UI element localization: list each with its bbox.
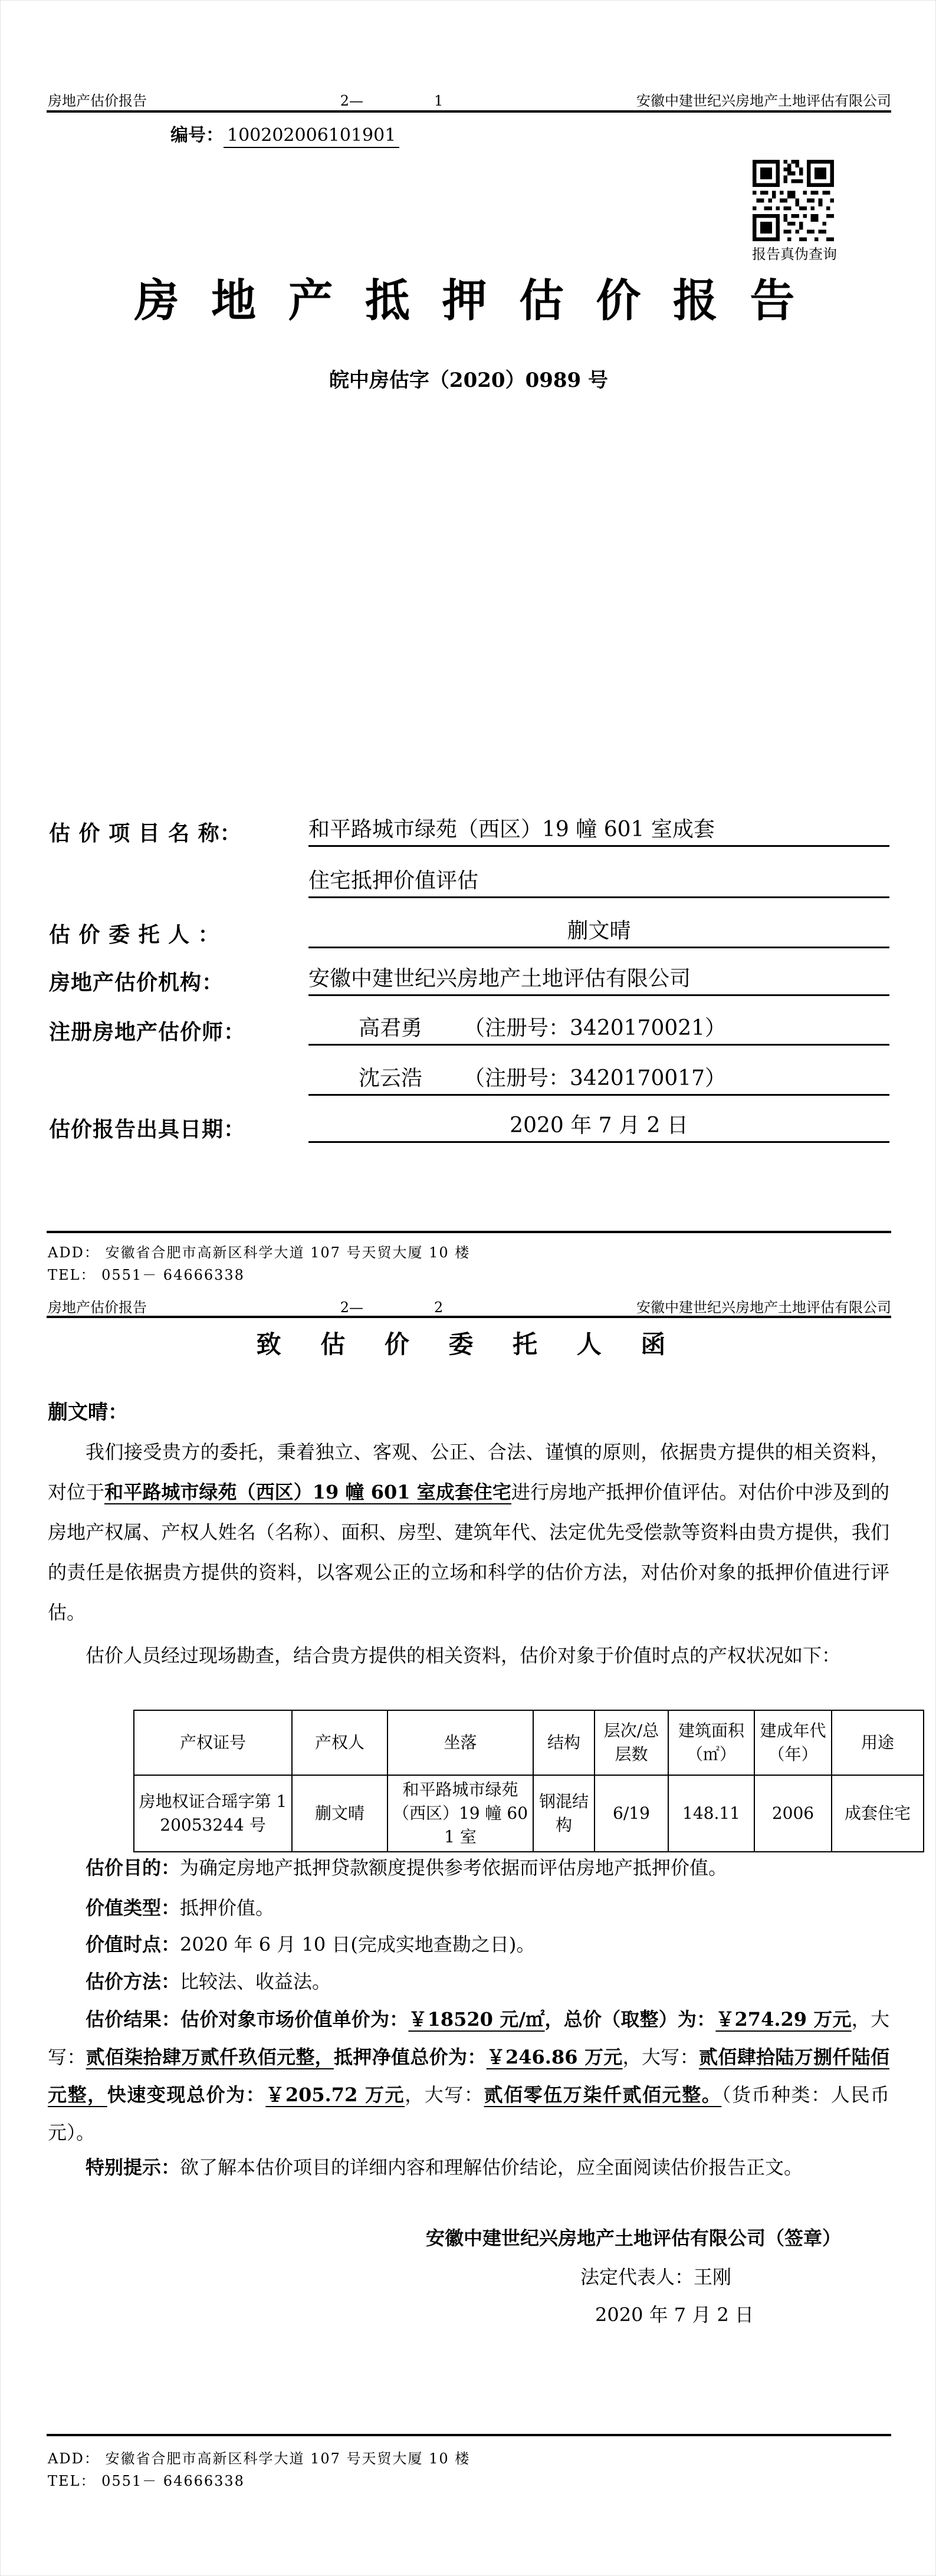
verification-qr-block	[752, 160, 836, 263]
running-header-company: 安徽中建世纪兴房地产土地评估有限公司	[636, 93, 891, 109]
footer-address: ADD： 安徽省合肥市高新区科学大道 107 号天贸大厦 10 楼	[48, 1244, 471, 1261]
appraiser2-name: 沈云浩	[359, 1066, 423, 1090]
footer-telephone: TEL： 0551－ 64666338	[48, 2473, 245, 2489]
table-header-cell: 层次/总层数	[595, 1710, 668, 1775]
field-appraiser-row1	[49, 1013, 889, 1046]
signature-company: 安徽中建世纪兴房地产土地评估有限公司（签章）	[425, 2227, 841, 2249]
signature-legal-representative: 法定代表人：王刚	[580, 2266, 732, 2288]
letter-title: 致 估 价 委 托 人 函	[256, 1330, 681, 1359]
letter-salutation: 蒯文晴：	[48, 1401, 128, 1424]
field-project-value-line2: 住宅抵押价值评估	[308, 864, 889, 898]
special-note-text: 欲了解本估价项目的详细内容和理解估价结论，应全面阅读估价报告正文。	[180, 2156, 803, 2179]
purpose-text: 为确定房地产抵押贷款额度提供参考依据而评估房地产抵押价值。	[180, 1857, 728, 1879]
table-header-cell: 结构	[533, 1710, 595, 1775]
method-text: 比较法、收益法。	[180, 1970, 331, 1993]
para1-property-name: 和平路城市绿苑（西区）19 幢 601 室成套住宅	[104, 1481, 511, 1503]
running-header-title: 房地产估价报告	[48, 93, 147, 109]
table-cell-cert-no: 房地权证合瑶字第 120053244 号	[134, 1775, 292, 1852]
field-appraiser-row2	[49, 1063, 889, 1096]
property-rights-table	[133, 1710, 924, 1852]
field-report-date-value: 2020 年 7 月 2 日	[308, 1109, 889, 1143]
result-run: ，大写：	[405, 2084, 484, 2106]
page-total: 2—	[340, 93, 363, 109]
table-cell-usage: 成套住宅	[832, 1775, 924, 1852]
result-run: 抵押净值总价为：	[334, 2046, 487, 2068]
document-title: 房 地 产 抵 押 估 价 报 告	[134, 274, 803, 327]
value-date-line	[48, 1924, 889, 1964]
running-header-title: 房地产估价报告	[48, 1299, 147, 1316]
footer-rule	[47, 2434, 891, 2436]
page-number: 2	[434, 1299, 444, 1316]
serial-label: 编号：	[170, 125, 224, 146]
table-cell-owner: 蒯文晴	[292, 1775, 387, 1852]
value-type-text: 抵押价值。	[180, 1897, 275, 1919]
result-label: 估价结果：	[86, 2008, 180, 2030]
appraiser2-regno: （注册号：3420170017）	[464, 1066, 727, 1090]
result-run: ，大写：	[48, 2008, 889, 2068]
table-header-cell: 坐落	[387, 1710, 533, 1775]
result-run: ，大写：	[622, 2046, 699, 2068]
page2-running-header	[48, 1296, 891, 1316]
table-header-cell: 产权人	[292, 1710, 387, 1775]
qr-caption: 报告真伪查询	[752, 246, 837, 262]
method-label: 估价方法：	[86, 1970, 180, 1993]
table-row	[134, 1775, 924, 1852]
page1-running-header	[48, 89, 891, 110]
page-total: 2—	[340, 1299, 363, 1316]
table-cell-location: 和平路城市绿苑（西区）19 幢 601 室	[387, 1775, 533, 1852]
table-header-cell: 用途	[832, 1710, 924, 1775]
footer-telephone: TEL： 0551－ 64666338	[48, 1267, 245, 1283]
footer-address: ADD： 安徽省合肥市高新区科学大道 107 号天贸大厦 10 楼	[48, 2450, 471, 2467]
field-agency-label: 房地产估价机构：	[49, 970, 224, 995]
method-line	[48, 1961, 889, 2002]
result-quick-sale-words: 贰佰零伍万柒仟贰佰元整。	[484, 2084, 722, 2106]
serial-number-line	[170, 120, 399, 146]
appraiser1-name: 高君勇	[359, 1016, 423, 1040]
running-header-pagination	[147, 93, 636, 109]
signature-date: 2020 年 7 月 2 日	[595, 2304, 754, 2326]
running-header-pagination	[147, 1299, 636, 1316]
running-header-company: 安徽中建世纪兴房地产土地评估有限公司	[636, 1299, 891, 1316]
value-type-label: 价值类型：	[86, 1897, 180, 1919]
field-agency-row	[49, 963, 889, 996]
result-quick-sale-value: ￥205.72 万元	[265, 2084, 405, 2106]
field-appraiser-label: 注册房地产估价师：	[49, 1020, 246, 1044]
purpose-label: 估价目的：	[86, 1857, 180, 1879]
field-project-name-row1	[49, 814, 889, 847]
field-client-label: 估 价 委 托 人 ：	[49, 922, 220, 947]
letter-paragraph-2: 估价人员经过现场勘查，结合贵方提供的相关资料，估价对象于价值时点的产权状况如下：	[86, 1644, 841, 1667]
result-total-price-words: 贰佰柒拾肆万贰仟玖佰元整，	[86, 2046, 334, 2068]
header-rule	[47, 110, 891, 113]
special-note-paragraph	[48, 2148, 889, 2186]
purpose-line	[48, 1848, 889, 1888]
field-agency-value: 安徽中建世纪兴房地产土地评估有限公司	[308, 962, 889, 996]
table-cell-area: 148.11	[668, 1775, 754, 1852]
value-type-line	[48, 1888, 889, 1928]
result-net-value: ￥246.86 万元	[486, 2046, 623, 2068]
table-cell-floor: 6/19	[595, 1775, 668, 1852]
serial-value: 100202006101901	[224, 125, 399, 148]
result-run: 估价对象市场价值单价为：	[180, 2008, 409, 2030]
result-unit-price: ￥18520 元/㎡	[408, 2008, 545, 2030]
qr-code-icon	[752, 160, 835, 241]
header-rule	[47, 1316, 891, 1318]
field-report-date-label: 估价报告出具日期：	[49, 1117, 246, 1142]
para1-intro: 我们接受贵方的委托，秉着独立、客观、公正、合法、谨慎的原则，依据贵方提供的相关资料，对位于	[48, 1441, 889, 1503]
table-header-cell: 建筑面积（㎡）	[668, 1710, 754, 1775]
result-net-value-words: 贰佰肆拾陆万捌仟陆佰元整，	[48, 2046, 889, 2106]
field-project-value-line1: 和平路城市绿苑（西区）19 幢 601 室成套	[308, 813, 889, 847]
appraiser1-regno: （注册号：3420170021）	[464, 1016, 727, 1040]
special-note-label: 特别提示：	[86, 2156, 180, 2179]
para1-outro: 进行房地产抵押价值评估。对估价中涉及到的房地产权属、产权人姓名（名称）、面积、房型、建筑年代、法定优先受偿款等资料由贵方提供，我们的责任是依据贵方提供的资料，以客观公正的立场和科学的估价方法，对估价对象的抵押价值进行评估。	[48, 1481, 889, 1624]
result-paragraph	[48, 2000, 889, 2151]
result-run: 快速变现总价为：	[107, 2084, 266, 2106]
field-client-row	[49, 915, 889, 948]
field-report-date-row	[49, 1110, 889, 1143]
table-header-row	[134, 1710, 924, 1775]
table-header-cell: 产权证号	[134, 1710, 292, 1775]
field-appraiser2-value	[308, 1062, 889, 1096]
table-header-cell: 建成年代（年）	[754, 1710, 832, 1775]
result-currency-note: （货币种类：人民币元）。	[48, 2084, 889, 2144]
letter-paragraph-1	[48, 1432, 889, 1632]
field-project-name-row2	[49, 865, 889, 898]
field-project-label: 估 价 项 目 名 称：	[49, 821, 242, 846]
page-number: 1	[434, 93, 444, 109]
result-run: ，总价（取整）为：	[544, 2008, 716, 2030]
document-subtitle: 皖中房估字（2020）0989 号	[329, 369, 609, 392]
result-total-price: ￥274.29 万元	[715, 2008, 852, 2030]
value-date-text: 2020 年 6 月 10 日(完成实地查勘之日)。	[180, 1933, 536, 1956]
footer-rule	[47, 1231, 891, 1233]
field-client-value: 蒯文晴	[308, 914, 889, 948]
table-cell-structure: 钢混结构	[533, 1775, 595, 1852]
table-cell-year: 2006	[754, 1775, 832, 1852]
field-appraiser1-value	[308, 1011, 889, 1046]
value-date-label: 价值时点：	[86, 1933, 180, 1956]
